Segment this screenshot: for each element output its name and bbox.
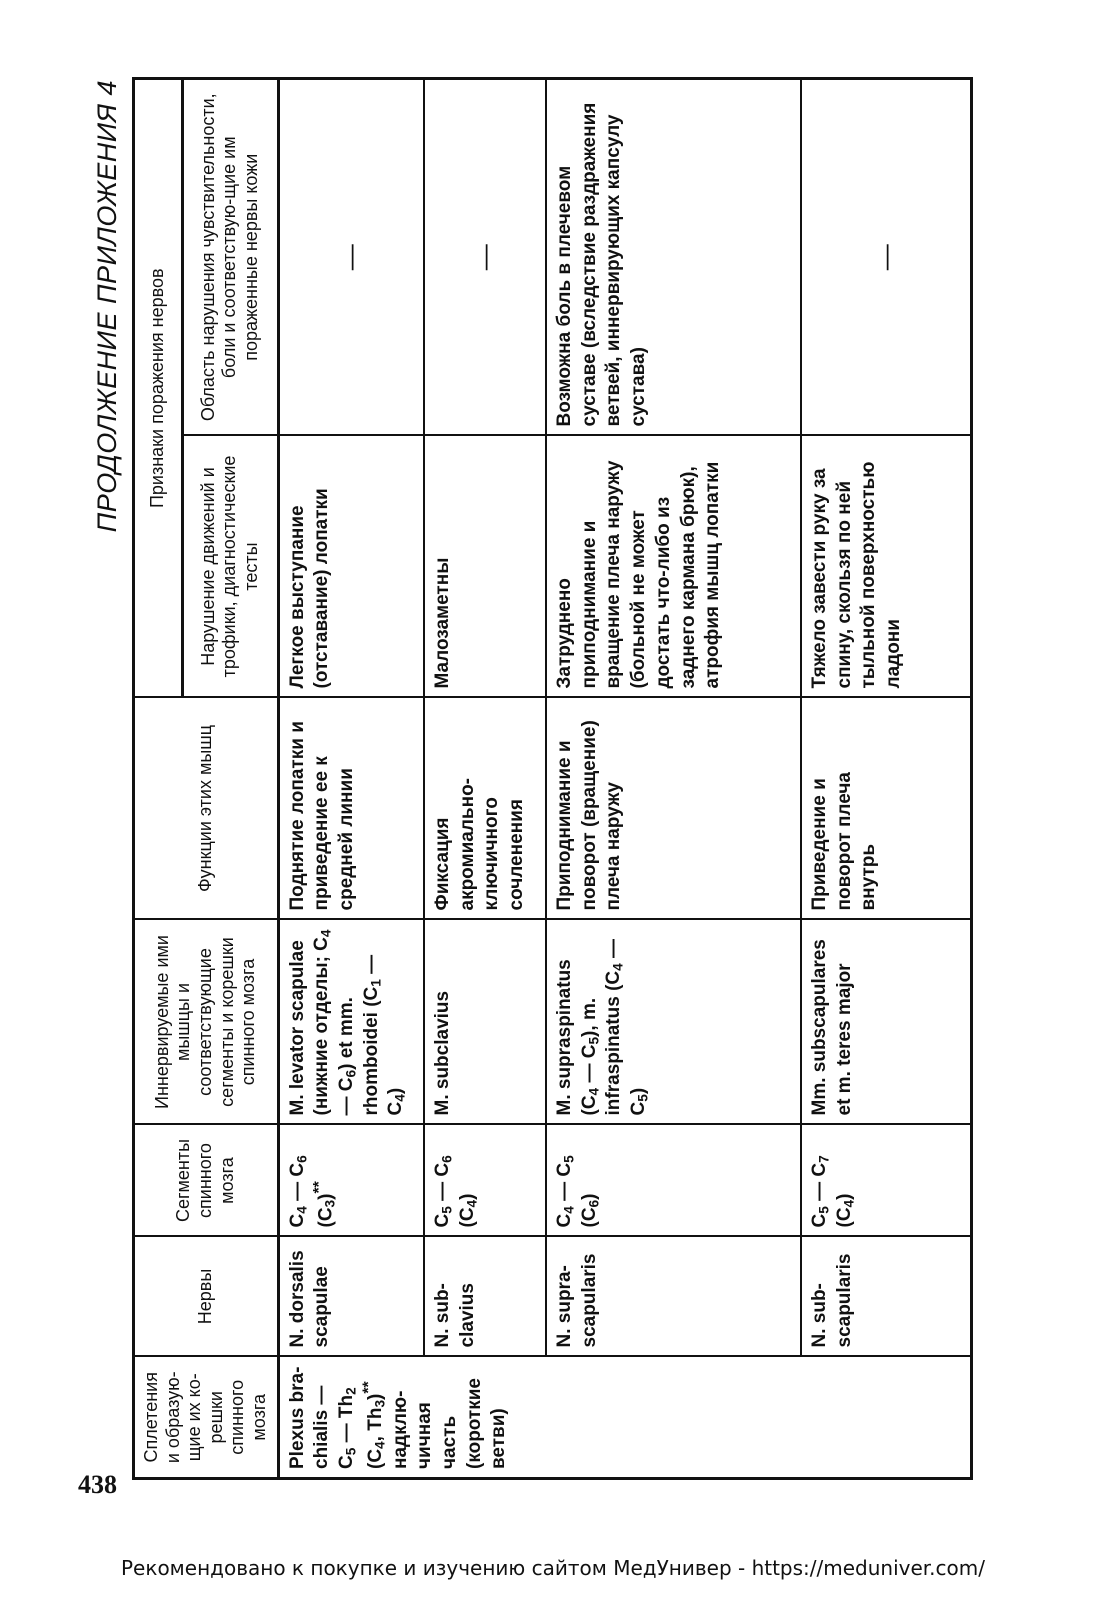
plexus-roots: $C_5$ — $Th_2$ ($C_4$, $Th_3)^{**}$ xyxy=(335,1381,388,1469)
table-row xyxy=(278,78,424,1478)
function-cell: Приподнимание и поворот (вращение) плеча наружу xyxy=(546,698,801,920)
header-segments: Сегменты спинного мозга xyxy=(134,1125,279,1237)
muscles-cell: M. supraspinatus ($C_4$ — $C_5$), m. infraspinatus ($C_4$ — $C_5$) xyxy=(546,920,801,1125)
sensory-cell: — xyxy=(424,78,546,435)
rotated-page xyxy=(92,80,1092,1480)
plexus-cell xyxy=(278,1357,971,1479)
segments-cell: $C_5$ — $C_6$ $(C_4)$ xyxy=(424,1125,546,1237)
muscles-cell: M. levator scapulae (нижние отделы; $C_4$ — $C_6$) et mm. rhomboidei ($C_1$ — $C_4$) xyxy=(278,920,424,1125)
plexus-name: Plexus bra-chialis — xyxy=(286,1366,333,1469)
function-cell: Поднятие лопатки и приведение ее к средней линии xyxy=(278,698,424,920)
header-functions: Функции этих мышц xyxy=(134,698,279,920)
table-row xyxy=(801,78,971,1478)
table-header-row xyxy=(134,78,183,1478)
plexus-part: надклю-чичная часть (короткие ветви) xyxy=(389,1378,510,1469)
nerve-lesion-table xyxy=(132,77,973,1480)
table-row xyxy=(546,78,801,1478)
sensory-cell: Возможна боль в плечевом суставе (вследствие раздражения ветвей, иннервирующих капсулу сустава) xyxy=(546,78,801,435)
function-cell: Приведение и поворот плеча внутрь xyxy=(801,698,971,920)
header-sensory: Область нарушения чувствительности, боли и соответствую-щие им пораженные нервы кожи xyxy=(183,78,279,435)
nerve-cell: N. sub-clavius xyxy=(424,1237,546,1357)
nerve-cell: N. sub-scapularis xyxy=(801,1237,971,1357)
footer-watermark: Рекомендовано к покупке и изучению сайтом МедУнивер - https://meduniver.com/ xyxy=(121,1556,985,1580)
motor-cell: Малозаметны xyxy=(424,436,546,698)
header-motor: Нарушение движений и трофики, диагностические тесты xyxy=(183,436,279,698)
motor-cell: Затруднено приподнимание и вращение плеча наружу (больной не может достать что-либо из заднего кармана брюк), атрофия мышц лопатки xyxy=(546,436,801,698)
segments-cell: $C_4$ — $C_5$ $(C_6)$ xyxy=(546,1125,801,1237)
function-cell: Фиксация акромиально-ключичного сочленения xyxy=(424,698,546,920)
muscles-cell: Mm. subscapulares et m. teres major xyxy=(801,920,971,1125)
segments-cell: $C_4$ — $C_6$ $(C_3)^{**}$ xyxy=(278,1125,424,1237)
nerve-cell: N. supra-scapularis xyxy=(546,1237,801,1357)
sensory-cell: — xyxy=(801,78,971,435)
header-muscles: Иннервируемые ими мышцы и соответствующие сегменты и корешки спинного мозга xyxy=(134,920,279,1125)
header-nerves: Нервы xyxy=(134,1237,279,1357)
motor-cell: Легкое выступание (отставание) лопатки xyxy=(278,436,424,698)
segments-cell: $C_5$ — $C_7$ $(C_4)$ xyxy=(801,1125,971,1237)
motor-cell: Тяжело завести руку за спину, скользя по ней тыльной поверхностью ладони xyxy=(801,436,971,698)
sensory-cell: — xyxy=(278,78,424,435)
page-number: 438 xyxy=(78,1470,117,1499)
muscles-cell: M. subclavius xyxy=(424,920,546,1125)
table-row xyxy=(424,78,546,1478)
header-plexus: Сплетения и образую-щие их ко-решки спинного мозга xyxy=(134,1357,279,1479)
header-signs-group: Признаки поражения нервов xyxy=(134,78,183,697)
nerve-cell: N. dorsalis scapulae xyxy=(278,1237,424,1357)
page-heading: ПРОДОЛЖЕНИЕ ПРИЛОЖЕНИЯ 4 xyxy=(92,80,122,533)
